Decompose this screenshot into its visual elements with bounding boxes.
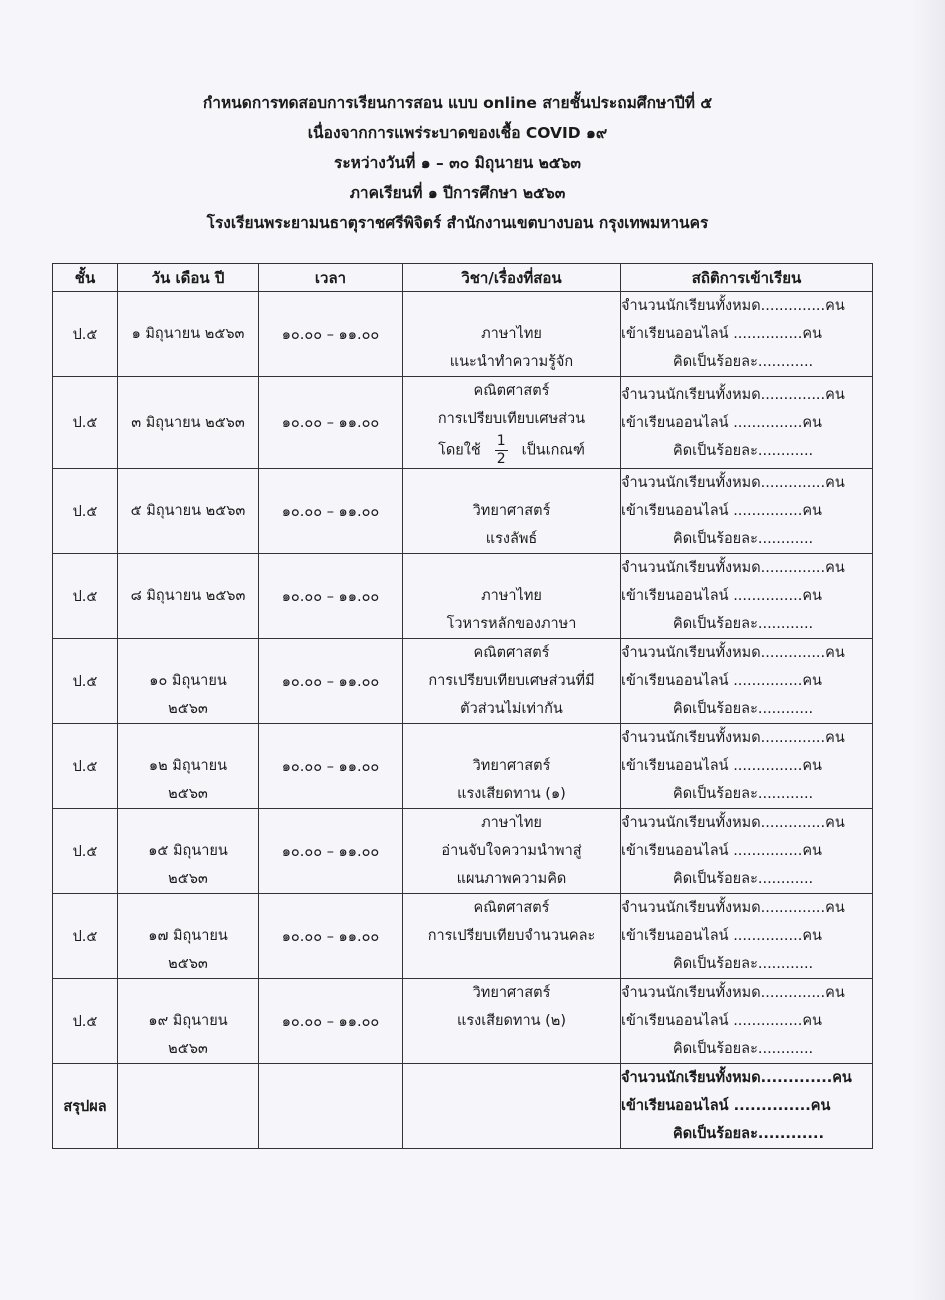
document-header xyxy=(0,88,915,238)
stats-online: เข้าเรียนออนไลน์ ...............คน xyxy=(621,673,822,689)
stats-total: จำนวนนักเรียนทั้งหมด..............คน xyxy=(621,560,845,576)
cell-subject xyxy=(403,292,621,377)
cell-date xyxy=(118,377,259,469)
header-line-period: ระหว่างวันที่ ๑ – ๓๐ มิถุนายน ๒๕๖๓ xyxy=(334,154,581,172)
stats-percent: คิดเป็นร้อยละ............ xyxy=(673,442,814,459)
stats-percent: คิดเป็นร้อยละ............ xyxy=(673,956,814,972)
stats-percent: คิดเป็นร้อยละ............ xyxy=(673,531,814,547)
subject-line: วิทยาศาสตร์ xyxy=(472,985,551,1001)
stats-total: จำนวนนักเรียนทั้งหมด..............คน xyxy=(621,900,845,916)
date-line: ๑ มิถุนายน ๒๕๖๓ xyxy=(131,326,245,342)
stats-total: จำนวนนักเรียนทั้งหมด..............คน xyxy=(621,815,845,831)
cell-date xyxy=(118,554,259,639)
cell-stats xyxy=(621,554,873,639)
cell-subject xyxy=(403,809,621,894)
cell-grade: ป.๕ xyxy=(53,639,118,724)
summary-empty-cell xyxy=(259,1064,403,1149)
summary-stats xyxy=(621,1064,873,1149)
cell-stats xyxy=(621,724,873,809)
stats-percent: คิดเป็นร้อยละ............ xyxy=(673,786,814,802)
subject-line: แรงเสียดทาน (๑) xyxy=(457,786,566,802)
subject-line: แผนภาพความคิด xyxy=(456,871,567,887)
subject-line: ภาษาไทย xyxy=(481,326,542,342)
header-line-school: โรงเรียนพระยามนธาตุราชศรีพิจิตร์ สำนักงานเขตบางบอน กรุงเทพมหานคร xyxy=(206,214,709,232)
summary-percent: คิดเป็นร้อยละ............ xyxy=(673,1126,824,1142)
cell-grade: ป.๕ xyxy=(53,292,118,377)
date-line: ๑๕ มิถุนายน xyxy=(148,843,228,859)
header-line-reason: เนื่องจากการแพร่ระบาดของเชื้อ COVID ๑๙ xyxy=(307,124,608,142)
header-stats: สถิติการเข้าเรียน xyxy=(621,264,873,292)
header-date: วัน เดือน ปี xyxy=(118,264,259,292)
table-header-row xyxy=(53,264,873,292)
date-line: ๑๗ มิถุนายน xyxy=(148,928,228,944)
table-row xyxy=(53,469,873,554)
cell-subject xyxy=(403,469,621,554)
cell-subject xyxy=(403,979,621,1064)
summary-empty-cell xyxy=(118,1064,259,1149)
subject-text: โดยใช้ xyxy=(438,442,481,459)
table-row xyxy=(53,894,873,979)
header-line-title: กำหนดการทดสอบการเรียนการสอน แบบ online สายชั้นประถมศึกษาปีที่ ๕ xyxy=(202,94,713,112)
schedule-table xyxy=(52,263,873,1149)
stats-online: เข้าเรียนออนไลน์ ...............คน xyxy=(621,414,822,431)
subject-text: เป็นเกณฑ์ xyxy=(521,442,585,459)
subject-line: วิทยาศาสตร์ xyxy=(472,503,551,519)
stats-percent: คิดเป็นร้อยละ............ xyxy=(673,871,814,887)
date-line: ๕ มิถุนายน ๒๕๖๓ xyxy=(130,503,246,519)
table-row xyxy=(53,292,873,377)
fraction-numerator: 1 xyxy=(496,433,506,449)
cell-grade: ป.๕ xyxy=(53,724,118,809)
header-subject: วิชา/เรื่องที่สอน xyxy=(403,264,621,292)
cell-time: ๑๐.๐๐ – ๑๑.๐๐ xyxy=(259,979,403,1064)
summary-online: เข้าเรียนออนไลน์ ..............คน xyxy=(621,1098,831,1114)
table-row xyxy=(53,979,873,1064)
subject-line: การเปรียบเทียบจำนวนคละ xyxy=(427,928,596,944)
subject-line: อ่านจับใจความนำพาสู่ xyxy=(441,843,582,859)
cell-stats xyxy=(621,377,873,469)
cell-grade: ป.๕ xyxy=(53,894,118,979)
cell-grade: ป.๕ xyxy=(53,469,118,554)
cell-subject xyxy=(403,724,621,809)
stats-online: เข้าเรียนออนไลน์ ...............คน xyxy=(621,503,822,519)
subject-line: การเปรียบเทียบเศษส่วนที่มี xyxy=(428,673,595,689)
subject-line: แรงเสียดทาน (๒) xyxy=(456,1013,567,1029)
subject-line: คณิตศาสตร์ xyxy=(473,900,550,916)
subject-line: โวหารหลักของภาษา xyxy=(446,616,577,632)
stats-percent: คิดเป็นร้อยละ............ xyxy=(673,616,814,632)
stats-total: จำนวนนักเรียนทั้งหมด..............คน xyxy=(621,475,845,491)
cell-subject xyxy=(403,639,621,724)
cell-stats xyxy=(621,809,873,894)
cell-time: ๑๐.๐๐ – ๑๑.๐๐ xyxy=(259,894,403,979)
stats-online: เข้าเรียนออนไลน์ ...............คน xyxy=(621,758,822,774)
stats-online: เข้าเรียนออนไลน์ ...............คน xyxy=(621,1013,822,1029)
header-grade: ชั้น xyxy=(53,264,118,292)
date-year: ๒๕๖๓ xyxy=(168,956,208,972)
cell-date xyxy=(118,979,259,1064)
date-line: ๓ มิถุนายน ๒๕๖๓ xyxy=(131,414,245,431)
summary-total: จำนวนนักเรียนทั้งหมด.............คน xyxy=(621,1070,852,1086)
cell-subject xyxy=(403,377,621,469)
table-row xyxy=(53,377,873,469)
stats-total: จำนวนนักเรียนทั้งหมด..............คน xyxy=(621,730,845,746)
subject-line: การเปรียบเทียบเศษส่วน xyxy=(437,411,586,427)
stats-percent: คิดเป็นร้อยละ............ xyxy=(673,1041,814,1057)
date-year: ๒๕๖๓ xyxy=(168,871,208,887)
stats-online: เข้าเรียนออนไลน์ ...............คน xyxy=(621,843,822,859)
cell-subject xyxy=(403,894,621,979)
cell-time: ๑๐.๐๐ – ๑๑.๐๐ xyxy=(259,292,403,377)
summary-label: สรุปผล xyxy=(53,1064,118,1149)
subject-line-fraction xyxy=(403,433,620,468)
cell-stats xyxy=(621,639,873,724)
date-year: ๒๕๖๓ xyxy=(168,1041,208,1057)
cell-time: ๑๐.๐๐ – ๑๑.๐๐ xyxy=(259,809,403,894)
stats-online: เข้าเรียนออนไลน์ ...............คน xyxy=(621,326,822,342)
cell-subject xyxy=(403,554,621,639)
subject-line: คณิตศาสตร์ xyxy=(473,383,550,399)
subject-line: วิทยาศาสตร์ xyxy=(472,758,551,774)
stats-total: จำนวนนักเรียนทั้งหมด..............คน xyxy=(621,985,845,1001)
cell-grade: ป.๕ xyxy=(53,377,118,469)
subject-line: คณิตศาสตร์ xyxy=(473,645,550,661)
cell-date xyxy=(118,292,259,377)
table-row xyxy=(53,554,873,639)
date-line: ๑๐ มิถุนายน xyxy=(149,673,227,689)
cell-time: ๑๐.๐๐ – ๑๑.๐๐ xyxy=(259,639,403,724)
cell-stats xyxy=(621,979,873,1064)
stats-online: เข้าเรียนออนไลน์ ...............คน xyxy=(621,588,822,604)
table-row xyxy=(53,809,873,894)
table-row xyxy=(53,724,873,809)
header-line-semester: ภาคเรียนที่ ๑ ปีการศึกษา ๒๕๖๓ xyxy=(349,184,566,202)
paper-edge-shadow xyxy=(911,0,945,1300)
date-year: ๒๕๖๓ xyxy=(168,786,208,802)
date-line: ๑๙ มิถุนายน xyxy=(148,1013,228,1029)
subject-line: แรงลัพธ์ xyxy=(485,531,538,547)
stats-total: จำนวนนักเรียนทั้งหมด..............คน xyxy=(621,298,845,314)
table-row xyxy=(53,639,873,724)
cell-date xyxy=(118,894,259,979)
cell-time: ๑๐.๐๐ – ๑๑.๐๐ xyxy=(259,469,403,554)
cell-date xyxy=(118,809,259,894)
subject-line: ภาษาไทย xyxy=(481,588,542,604)
stats-percent: คิดเป็นร้อยละ............ xyxy=(673,354,814,370)
subject-line: ตัวส่วนไม่เท่ากัน xyxy=(460,701,563,717)
cell-stats xyxy=(621,469,873,554)
cell-stats xyxy=(621,292,873,377)
fraction-denominator: 2 xyxy=(496,451,506,467)
date-line: ๘ มิถุนายน ๒๕๖๓ xyxy=(130,588,246,604)
summary-empty-cell xyxy=(403,1064,621,1149)
date-line: ๑๒ มิถุนายน xyxy=(148,758,228,774)
cell-date xyxy=(118,469,259,554)
cell-time: ๑๐.๐๐ – ๑๑.๐๐ xyxy=(259,554,403,639)
stats-total: จำนวนนักเรียนทั้งหมด..............คน xyxy=(621,386,845,403)
cell-stats xyxy=(621,894,873,979)
cell-time: ๑๐.๐๐ – ๑๑.๐๐ xyxy=(259,724,403,809)
stats-total: จำนวนนักเรียนทั้งหมด..............คน xyxy=(621,645,845,661)
cell-grade: ป.๕ xyxy=(53,554,118,639)
cell-time: ๑๐.๐๐ – ๑๑.๐๐ xyxy=(259,377,403,469)
stats-percent: คิดเป็นร้อยละ............ xyxy=(673,701,814,717)
date-year: ๒๕๖๓ xyxy=(168,701,208,717)
stats-online: เข้าเรียนออนไลน์ ...............คน xyxy=(621,928,822,944)
cell-grade: ป.๕ xyxy=(53,979,118,1064)
subject-line: แนะนำทำความรู้จัก xyxy=(449,354,574,370)
fraction xyxy=(495,433,508,468)
cell-grade: ป.๕ xyxy=(53,809,118,894)
cell-date xyxy=(118,724,259,809)
cell-date xyxy=(118,639,259,724)
summary-row xyxy=(53,1064,873,1149)
subject-line: ภาษาไทย xyxy=(481,815,542,831)
header-time: เวลา xyxy=(259,264,403,292)
